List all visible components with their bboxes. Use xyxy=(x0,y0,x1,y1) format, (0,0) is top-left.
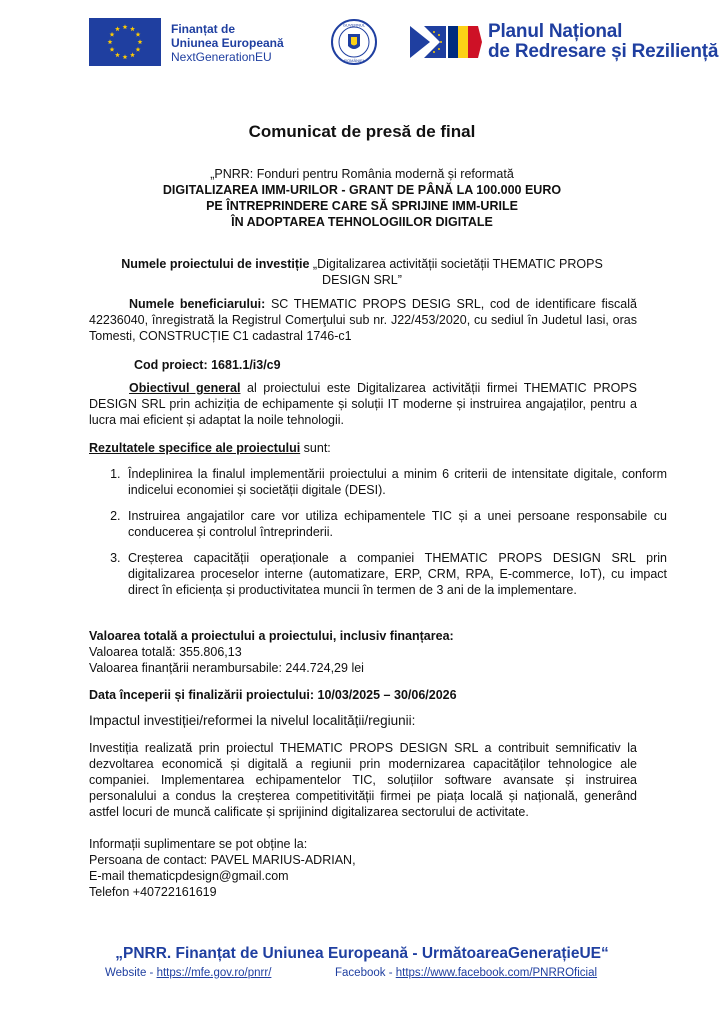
results-suffix: sunt: xyxy=(300,441,331,455)
objective-label: Obiectivul general xyxy=(129,381,241,395)
footer-facebook-label: Facebook - xyxy=(335,967,396,979)
project-dates: Data începerii și finalizării proiectului: 10/03/2025 – 30/06/2026 xyxy=(89,688,457,702)
footer-website-label: Website - xyxy=(105,967,157,979)
contact-phone: Telefon +40722161619 xyxy=(89,885,217,899)
value-total: Valoarea totală: 355.806,13 xyxy=(89,645,242,659)
eu-logo-line2: Uniunea Europeană xyxy=(171,36,284,50)
pnrr-logo-line1: Planul Național xyxy=(488,21,623,42)
gov-seal-bottom-text: ROMÂNIEI xyxy=(344,58,364,63)
intro-line1: „PNRR: Fonduri pentru România modernă și reformată xyxy=(210,167,514,181)
results-label: Rezultatele specifice ale proiectului xyxy=(89,441,301,455)
value-heading: Valoarea totală a proiectului a proiectului, inclusiv finanțarea: xyxy=(89,629,454,643)
contact-email: E-mail thematicpdesign@gmail.com xyxy=(89,869,289,883)
contact-line1: Informații suplimentare se pot obține la: xyxy=(89,837,308,851)
list-item: 3. Creșterea capacității operaționale a companiei THEMATIC PROPS DESIGN SRL prin digitalizarea proceselor interne (automatizare, ERP, CRM, RPA, E-commerce, IoT), cu impact direct în eficiența și productivitatea muncii în termen de 3 ani de la implementare. xyxy=(124,550,667,598)
intro-line2: DIGITALIZAREA IMM-URILOR - GRANT DE PÂNĂ LA 100.000 EURO xyxy=(162,183,562,197)
value-block xyxy=(89,628,637,676)
footer-facebook xyxy=(335,967,597,979)
beneficiary-label: Numele beneficiarului: xyxy=(129,297,266,311)
eu-logo-text xyxy=(171,22,284,64)
contact-person: Persoana de contact: PAVEL MARIUS-ADRIAN, xyxy=(89,853,356,867)
eu-logo-line3: NextGenerationEU xyxy=(171,50,272,64)
project-code xyxy=(134,357,614,373)
intro-line4: ÎN ADOPTAREA TEHNOLOGIILOR DIGITALE xyxy=(231,215,493,229)
footer-website xyxy=(105,967,271,979)
objective-paragraph xyxy=(89,380,637,428)
website-link[interactable]: https://mfe.gov.ro/pnrr/ xyxy=(156,967,272,979)
list-item: 2. Instruirea angajatilor care vor utiliza echipamentele TIC și a unei persoane responsabile cu conducerea și controlul întreprinderii. xyxy=(124,508,667,540)
pnrr-logo xyxy=(410,20,720,66)
objective-text: al proiectului este Digitalizarea activității firmei THEMATIC PROPS DESIGN SRL prin achiziția de echipamente și soluții IT moderne și instruirea angajaților, pentru a lucra mai eficient și adaptat la noile tehnologii. xyxy=(89,381,637,427)
results-heading xyxy=(89,440,637,456)
intro-line3: PE ÎNTREPRINDERE CARE SĂ SPRIJINE IMM-URILE xyxy=(206,199,518,213)
value-nonrefundable: Valoarea finanțării nerambursabile: 244.724,29 lei xyxy=(89,661,364,675)
impact-paragraph: Investiția realizată prin proiectul THEMATIC PROPS DESIGN SRL a contribuit semnificativ la dezvoltarea economică și digitală a regiunii prin modernizarea capacităților tehnologice ale companiei. Implementarea echipamentelor TIC, soluțiilor software avansate și instruirea personalului a condus la creșterea competitivității firmei pe piața locală și națională, generând astfel locuri de muncă calificate și sprijinind digitalizarea sectorului de activitate. xyxy=(89,741,637,819)
project-name-label: Numele proiectului de investiție xyxy=(121,257,310,271)
contact-block xyxy=(89,836,637,900)
project-code-value: 1681.1/i3/c9 xyxy=(207,358,281,372)
intro-block xyxy=(0,166,724,230)
pnrr-logo-line2: de Redresare și Reziliență xyxy=(488,41,719,62)
government-seal-icon xyxy=(330,18,378,66)
list-item: 1. Îndeplinirea la finalul implementării proiectului a minim 6 criterii de intensitate digitale, conform indicelui economiei și societății digitale (DESI). xyxy=(124,466,667,498)
eu-logo-line1: Finanțat de xyxy=(171,22,236,36)
page-title: Comunicat de presă de final xyxy=(248,122,476,141)
project-name-value-line2: DESIGN SRL” xyxy=(322,273,402,287)
gov-seal-top-text: GUVERNUL xyxy=(342,22,366,28)
beneficiary-paragraph xyxy=(89,296,637,344)
beneficiary-value: SC THEMATIC PROPS DESIG SRL, cod de identificare fiscală 42236040, înregistrată la Registrul Comerţului sub nr. J22/453/2020, cu sediul în Judetul Iasi, oras Tomesti, CONSTRUCȚIE C1 cadastral 1746-c1 xyxy=(89,297,637,343)
eu-flag-icon xyxy=(89,18,161,66)
project-name-block xyxy=(0,256,724,288)
facebook-link[interactable]: https://www.facebook.com/PNRROficial xyxy=(395,967,598,979)
pnrr-flag-arrow-icon xyxy=(410,22,482,62)
project-name-value-line1: „Digitalizarea activității societății THEMATIC PROPS xyxy=(309,257,603,271)
project-code-label: Cod proiect: xyxy=(134,358,208,372)
results-list xyxy=(94,466,667,608)
impact-heading: Impactul investiției/reformei la nivelul localității/regiunii: xyxy=(89,713,416,728)
pnrr-logo-text xyxy=(488,22,718,62)
footer-title: „PNRR. Finanțat de Uniunea Europeană - UrmătoareaGenerațieUE“ xyxy=(115,945,609,962)
eu-funding-logo xyxy=(89,18,319,66)
